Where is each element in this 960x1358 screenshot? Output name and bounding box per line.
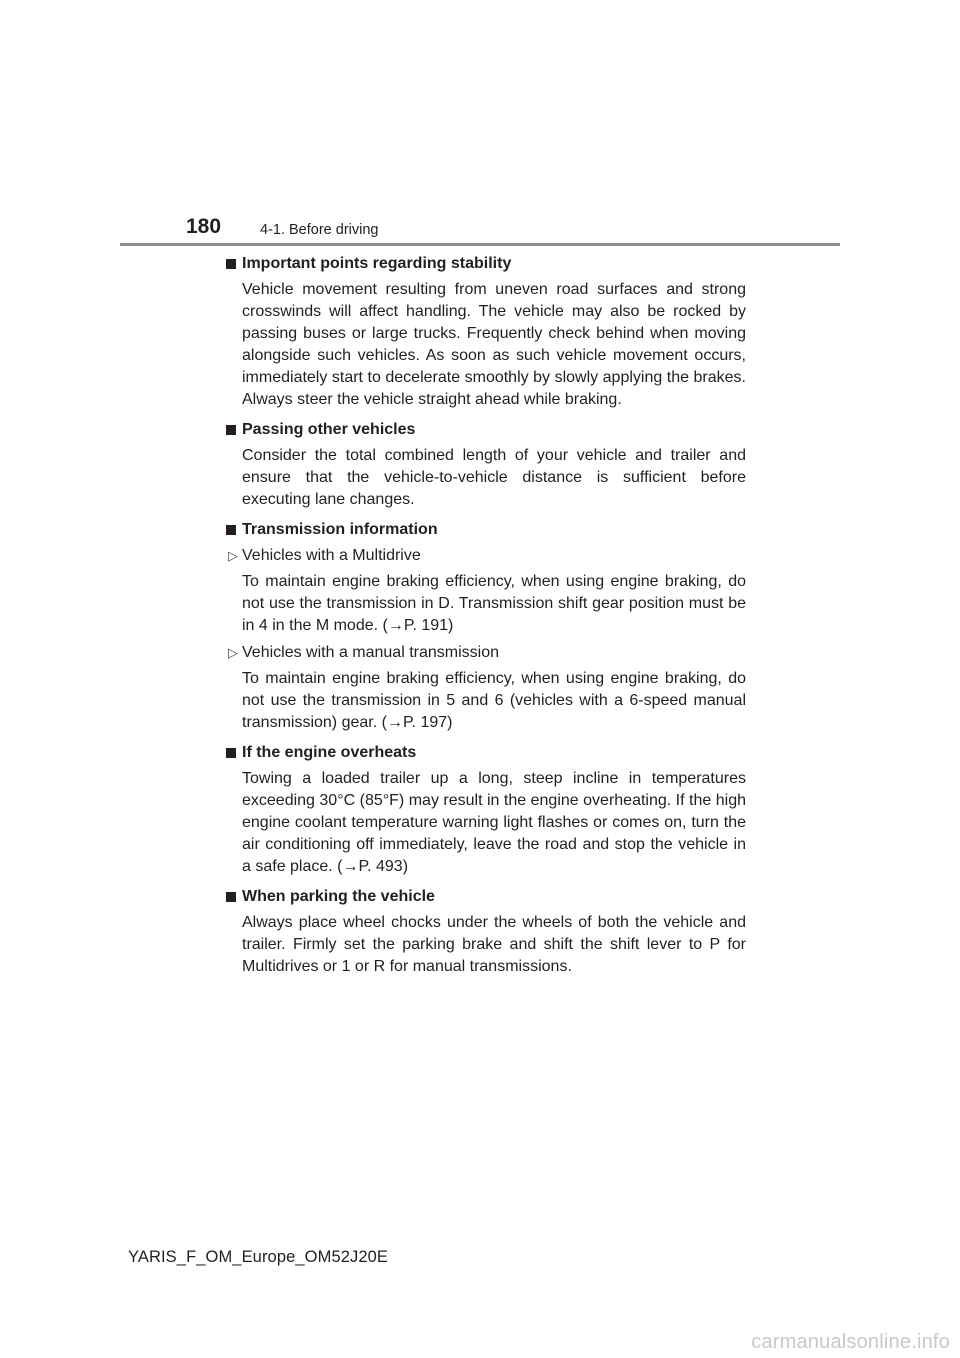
section-paragraph: Towing a loaded trailer up a long, steep incline in temperatures exceeding 30°C (85°F) may result in the engine overheating. If the high engine coolant temperature warning light flashes or comes on, turn the air conditioning off immediately, leave the road and stop the vehicle in a safe place. (→P. 493) [242,770,746,875]
sub-item-label: Vehicles with a Multidrive [242,547,421,564]
sub-item [224,545,746,567]
section-heading-text: Transmission information [242,521,438,538]
sub-item-paragraph: To maintain engine braking efficiency, when using engine braking, do not use the transmission in D. Transmission shift gear position must be in 4 in the M mode. (→P. 191) [242,573,746,634]
header-rule [120,243,840,246]
triangle-right-icon: ▷ [228,645,238,660]
sub-item [224,642,746,664]
section-paragraph: Vehicle movement resulting from uneven road surfaces and strong crosswinds will affect handling. The vehicle may also be rocked by passing buses or large trucks. Frequently check behind when moving alongside such vehicles. As soon as such vehicle movement occurs, immediately start to decelerate smoothly by slowly applying the brakes. Always steer the vehicle straight ahead while braking. [242,281,746,408]
square-bullet-icon [226,259,236,269]
square-bullet-icon [226,748,236,758]
triangle-right-icon: ▷ [228,548,238,563]
page-number: 180 [186,215,222,238]
section-heading-text: Important points regarding stability [242,255,512,272]
section-heading [224,253,746,275]
section-heading [224,519,746,541]
section-heading-text: Passing other vehicles [242,421,416,438]
footer-doc-code: YARIS_F_OM_Europe_OM52J20E [128,1248,389,1266]
section-paragraph: Consider the total combined length of your vehicle and trailer and ensure that the vehicle-to-vehicle distance is sufficient before executing lane changes. [242,447,746,508]
section-paragraph: Always place wheel chocks under the wheels of both the vehicle and trailer. Firmly set the parking brake and shift the shift lever to P for Multidrives or 1 or R for manual transmissions. [242,914,746,975]
section-heading [224,886,746,908]
section-heading [224,742,746,764]
watermark: carmanualsonline.info [751,1331,950,1353]
square-bullet-icon [226,425,236,435]
square-bullet-icon [226,525,236,535]
square-bullet-icon [226,892,236,902]
section-heading [224,419,746,441]
section-heading-text: If the engine overheats [242,744,417,761]
sub-item-label: Vehicles with a manual transmission [242,644,500,661]
sub-item-paragraph: To maintain engine braking efficiency, when using engine braking, do not use the transmission in 5 and 6 (vehicles with a 6-speed manual transmission) gear. (→P. 197) [242,670,746,731]
section-title: 4-1. Before driving [260,222,379,238]
section-heading-text: When parking the vehicle [242,888,435,905]
page-content [224,253,746,983]
